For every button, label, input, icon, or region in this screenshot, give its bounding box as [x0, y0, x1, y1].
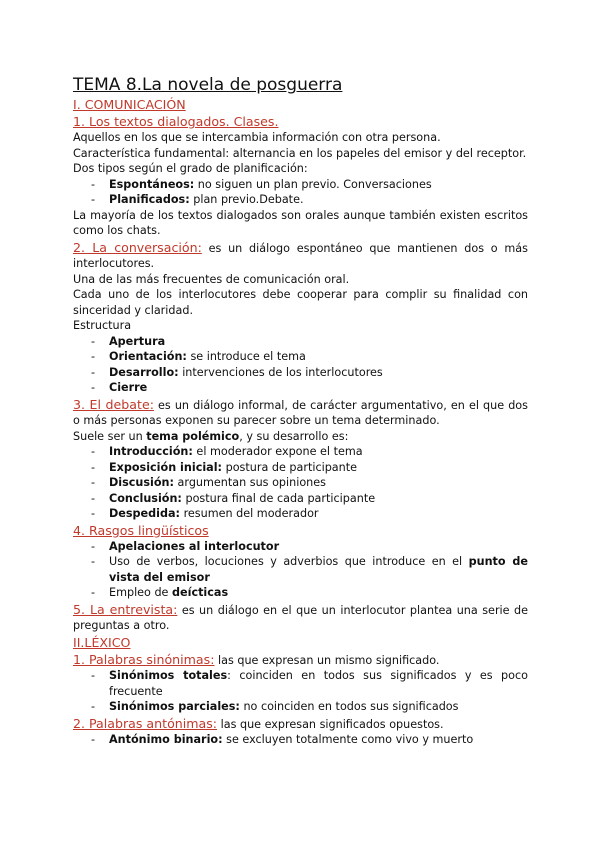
- list-term: Exposición inicial:: [109, 460, 223, 474]
- subsection-heading-entrevista: 5. La entrevista:: [73, 601, 178, 617]
- list-item: [91, 192, 528, 208]
- antonimas-intro: [73, 715, 528, 733]
- paragraph: Estructura: [73, 319, 132, 332]
- list-item: [91, 491, 528, 507]
- list-rasgos: [73, 539, 528, 601]
- list-text: resumen del moderador: [180, 507, 319, 520]
- list-term: Apelaciones al interlocutor: [109, 539, 280, 553]
- list-text: plan previo.Debate.: [189, 193, 304, 206]
- list-item: [91, 334, 528, 350]
- text: , y su desarrollo es:: [239, 429, 349, 443]
- intro-text: es un diálogo informal, de carácter argumentativo, en el que dos o más personas exponen su parecer sobre un tema determinado.: [73, 398, 528, 427]
- list-item: [91, 732, 528, 748]
- list-item: [91, 506, 528, 522]
- list-text: postura final de cada participante: [181, 491, 376, 505]
- paragraph: La mayoría de los textos dialogados son orales aunque también existen escritos como los chats.: [73, 208, 528, 237]
- paragraph: Dos tipos según el grado de planificación:: [73, 162, 308, 175]
- list-term: Discusión:: [109, 476, 174, 489]
- list-item: [91, 380, 528, 396]
- section-heading-lexico: II.LÉXICO: [73, 634, 131, 650]
- list-sinonimos: [73, 668, 528, 715]
- paragraph: Característica fundamental: alternancia en los papeles del emisor y del receptor.: [73, 146, 527, 160]
- paragraph: Cada uno de los interlocutores debe cooperar para complir su finalidad con sinceridad y claridad.: [73, 288, 528, 317]
- list-text: Empleo de: [109, 586, 173, 599]
- list-antonimos: [73, 732, 528, 748]
- intro-text: las que expresan un mismo significado.: [214, 653, 440, 667]
- list-item: [91, 460, 528, 476]
- list-term: Apertura: [109, 334, 166, 348]
- list-term: Antónimo binario:: [109, 733, 223, 746]
- sinonimas-intro: [73, 651, 528, 669]
- subsection-heading-debate: 3. El debate:: [73, 396, 154, 412]
- list-item: [91, 349, 528, 365]
- list-term: Conclusión:: [109, 491, 182, 505]
- list-item: [91, 554, 528, 585]
- text: Suele ser un: [73, 429, 147, 443]
- list-item: [91, 365, 528, 381]
- list-text: argumentan sus opiniones: [174, 476, 326, 489]
- entrevista-intro: [73, 601, 528, 634]
- section-heading-comunicacion: I. COMUNICACIÓN: [73, 97, 186, 112]
- subsection-heading-sinonimas: 1. Palabras sinónimas:: [73, 651, 215, 667]
- list-term: Despedida:: [109, 507, 181, 520]
- paragraph: Una de las más frecuentes de comunicación oral.: [73, 272, 350, 286]
- conversacion-intro: [73, 239, 528, 272]
- list-term: punto de vista del emisor: [109, 555, 528, 584]
- list-text: intervenciones de los interlocutores: [178, 365, 383, 379]
- list-item: [91, 444, 528, 460]
- page-title: TEMA 8.La novela de posguerra: [73, 75, 343, 95]
- paragraph: Aquellos en los que se intercambia información con otra persona.: [73, 131, 441, 144]
- intro-text: es un diálogo en el que un interlocutor plantea una serie de preguntas a otro.: [73, 603, 529, 632]
- list-term: Introducción:: [109, 445, 193, 458]
- list-term: Orientación:: [109, 350, 187, 363]
- list-text: se excluyen totalmente como vivo y muerto: [222, 733, 474, 746]
- list-term: Planificados:: [109, 193, 190, 206]
- list-text: se introduce el tema: [186, 350, 306, 363]
- list-term: Desarrollo:: [109, 365, 179, 379]
- list-text: : coinciden en todos sus significados y es poco frecuente: [109, 669, 528, 698]
- list-textos: [73, 177, 528, 208]
- list-term: deícticas: [172, 586, 229, 599]
- subsection-heading-rasgos: 4. Rasgos lingüísticos: [73, 522, 209, 538]
- subsection-heading-textos: 1. Los textos dialogados. Clases.: [73, 114, 279, 129]
- document-page: [73, 74, 528, 748]
- list-text: postura de participante: [222, 460, 358, 474]
- bold-text: tema polémico: [146, 429, 240, 443]
- list-term: Cierre: [109, 381, 148, 394]
- list-estructura: [73, 334, 528, 396]
- list-text: no coinciden en todos sus significados: [239, 700, 459, 713]
- list-text: no siguen un plan previo. Conversaciones: [194, 177, 432, 191]
- list-item: [91, 585, 528, 601]
- subsection-heading-antonimas: 2. Palabras antónimas:: [73, 715, 218, 731]
- list-term: Sinónimos totales: [109, 669, 228, 682]
- list-item: [91, 699, 528, 715]
- list-term: Sinónimos parciales:: [109, 700, 240, 713]
- paragraph: [73, 429, 528, 445]
- debate-intro: [73, 396, 528, 429]
- list-debate: [73, 444, 528, 522]
- list-term: Espontáneos:: [109, 177, 195, 191]
- list-item: [91, 475, 528, 491]
- list-item: [91, 177, 528, 193]
- list-text: el moderador expone el tema: [192, 445, 363, 458]
- subsection-heading-conversacion: 2. La conversación:: [73, 239, 202, 255]
- intro-text: es un diálogo espontáneo que mantienen dos o más interlocutores.: [73, 241, 528, 270]
- intro-text: las que expresan significados opuestos.: [217, 717, 444, 731]
- list-item: [91, 539, 528, 555]
- list-item: [91, 668, 528, 699]
- list-text: Uso de verbos, locuciones y adverbios que introduce en el: [109, 555, 469, 568]
